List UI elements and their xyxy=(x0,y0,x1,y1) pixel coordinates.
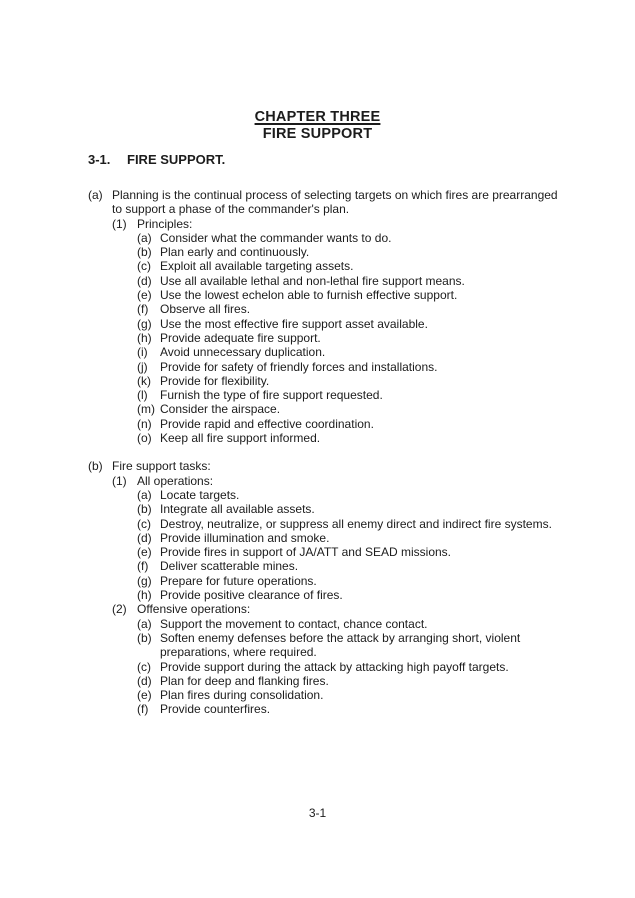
list-item xyxy=(137,545,635,559)
item-text: Locate targets. xyxy=(160,487,240,502)
section-heading xyxy=(88,153,225,167)
item-text: Use all available lethal and non-lethal fire support means. xyxy=(160,273,465,288)
paragraph-label: (b) xyxy=(88,459,103,474)
item-text: Exploit all available targeting assets. xyxy=(160,259,354,274)
chapter-title: CHAPTER THREE xyxy=(254,109,381,125)
item-text: Plan for deep and flanking fires. xyxy=(160,673,329,688)
subsection-label: (2) xyxy=(112,602,127,617)
list-item xyxy=(137,374,635,388)
item-text: Provide for flexibility. xyxy=(160,373,270,388)
list-item xyxy=(137,660,635,674)
subsection-label: (1) xyxy=(112,473,127,488)
item-text: Provide illumination and smoke. xyxy=(160,530,330,545)
item-label: (d) xyxy=(137,673,152,688)
item-text: Avoid unnecessary duplication. xyxy=(160,345,326,360)
item-text: Provide rapid and effective coordination. xyxy=(160,416,374,431)
item-text: Provide counterfires. xyxy=(160,702,271,717)
list-item xyxy=(137,631,635,660)
item-label: (c) xyxy=(137,259,151,274)
item-label: (d) xyxy=(137,530,152,545)
document-body xyxy=(88,188,635,717)
list-item xyxy=(137,417,635,431)
item-text: Consider the airspace. xyxy=(160,402,281,417)
item-text: Use the lowest echelon able to furnish effective support. xyxy=(160,288,458,303)
list-item xyxy=(137,431,635,445)
list-item xyxy=(137,245,635,259)
chapter-title-block xyxy=(0,109,635,142)
item-text: Destroy, neutralize, or suppress all enemy direct and indirect fire systems. xyxy=(160,516,552,531)
list-item xyxy=(137,574,635,588)
item-text: Support the movement to contact, chance contact. xyxy=(160,616,428,631)
list-item xyxy=(137,331,635,345)
list-item xyxy=(137,559,635,573)
list-item xyxy=(137,674,635,688)
item-text: Keep all fire support informed. xyxy=(160,431,321,446)
item-label: (h) xyxy=(137,588,152,603)
list-item xyxy=(137,688,635,702)
item-label: (o) xyxy=(137,431,152,446)
item-text-continuation: preparations, where required. xyxy=(160,645,317,660)
list-item xyxy=(137,259,635,273)
list-item xyxy=(137,288,635,302)
item-label: (b) xyxy=(137,630,152,645)
item-label: (f) xyxy=(137,302,149,317)
item-label: (e) xyxy=(137,288,152,303)
section-gap xyxy=(88,445,635,459)
list-item xyxy=(137,302,635,316)
list-item xyxy=(137,402,635,416)
item-text: Prepare for future operations. xyxy=(160,573,317,588)
paragraph-text-line: to support a phase of the commander's plan. xyxy=(112,202,350,217)
item-text: Provide adequate fire support. xyxy=(160,330,321,345)
item-text: Provide positive clearance of fires. xyxy=(160,588,343,603)
list-item xyxy=(137,360,635,374)
item-label: (a) xyxy=(137,487,152,502)
item-label: (m) xyxy=(137,402,155,417)
item-text: Integrate all available assets. xyxy=(160,502,315,517)
offensive-operations-subsection xyxy=(112,602,635,716)
page-number: 3-1 xyxy=(308,806,327,820)
item-text: Soften enemy defenses before the attack by arranging short, violent xyxy=(160,630,521,645)
paragraph-label: (a) xyxy=(88,188,103,202)
item-label: (j) xyxy=(137,359,148,374)
paragraph-a xyxy=(88,188,635,445)
principles-subsection xyxy=(112,217,635,446)
list-item xyxy=(137,517,635,531)
item-label: (f) xyxy=(137,559,149,574)
item-label: (b) xyxy=(137,502,152,517)
section-title: FIRE SUPPORT. xyxy=(127,152,226,167)
list-item xyxy=(137,231,635,245)
all-operations-subsection xyxy=(112,474,635,603)
paragraph-title: Fire support tasks: xyxy=(112,459,211,474)
item-text: Observe all fires. xyxy=(160,302,251,317)
list-item xyxy=(137,488,635,502)
list-item xyxy=(137,274,635,288)
item-text: Furnish the type of fire support requested. xyxy=(160,388,383,403)
paragraph-b xyxy=(88,459,635,716)
subsection-title: Principles: xyxy=(137,216,193,231)
list-item xyxy=(137,588,635,602)
subsection-label: (1) xyxy=(112,216,127,231)
item-text: Deliver scatterable mines. xyxy=(160,559,299,574)
item-text: Use the most effective fire support asset available. xyxy=(160,316,428,331)
section-number: 3-1. xyxy=(88,152,111,167)
item-label: (n) xyxy=(137,416,152,431)
item-text: Provide for safety of friendly forces and installations. xyxy=(160,359,438,374)
list-item xyxy=(137,317,635,331)
item-text: Provide support during the attack by attacking high payoff targets. xyxy=(160,659,509,674)
item-text: Provide fires in support of JA/ATT and SEAD missions. xyxy=(160,545,452,560)
item-label: (a) xyxy=(137,230,152,245)
item-label: (e) xyxy=(137,545,152,560)
list-item xyxy=(137,345,635,359)
subsection-title: Offensive operations: xyxy=(137,602,251,617)
list-item xyxy=(137,617,635,631)
item-text: Plan fires during consolidation. xyxy=(160,688,324,703)
paragraph-text-line: Planning is the continual process of selecting targets on which fires are prearranged xyxy=(112,188,558,202)
item-label: (d) xyxy=(137,273,152,288)
item-label: (c) xyxy=(137,516,151,531)
subsection-title: All operations: xyxy=(137,473,214,488)
item-label: (k) xyxy=(137,373,151,388)
list-item xyxy=(137,502,635,516)
item-text: Plan early and continuously. xyxy=(160,245,310,260)
item-label: (l) xyxy=(137,388,148,403)
item-label: (b) xyxy=(137,245,152,260)
item-label: (g) xyxy=(137,316,152,331)
list-item xyxy=(137,388,635,402)
item-label: (h) xyxy=(137,330,152,345)
item-label: (i) xyxy=(137,345,148,360)
item-label: (f) xyxy=(137,702,149,717)
chapter-subtitle: FIRE SUPPORT xyxy=(262,125,373,142)
item-text: Consider what the commander wants to do. xyxy=(160,230,392,245)
item-label: (c) xyxy=(137,659,151,674)
list-item xyxy=(137,531,635,545)
item-label: (e) xyxy=(137,688,152,703)
item-label: (a) xyxy=(137,616,152,631)
list-item xyxy=(137,702,635,716)
item-label: (g) xyxy=(137,573,152,588)
